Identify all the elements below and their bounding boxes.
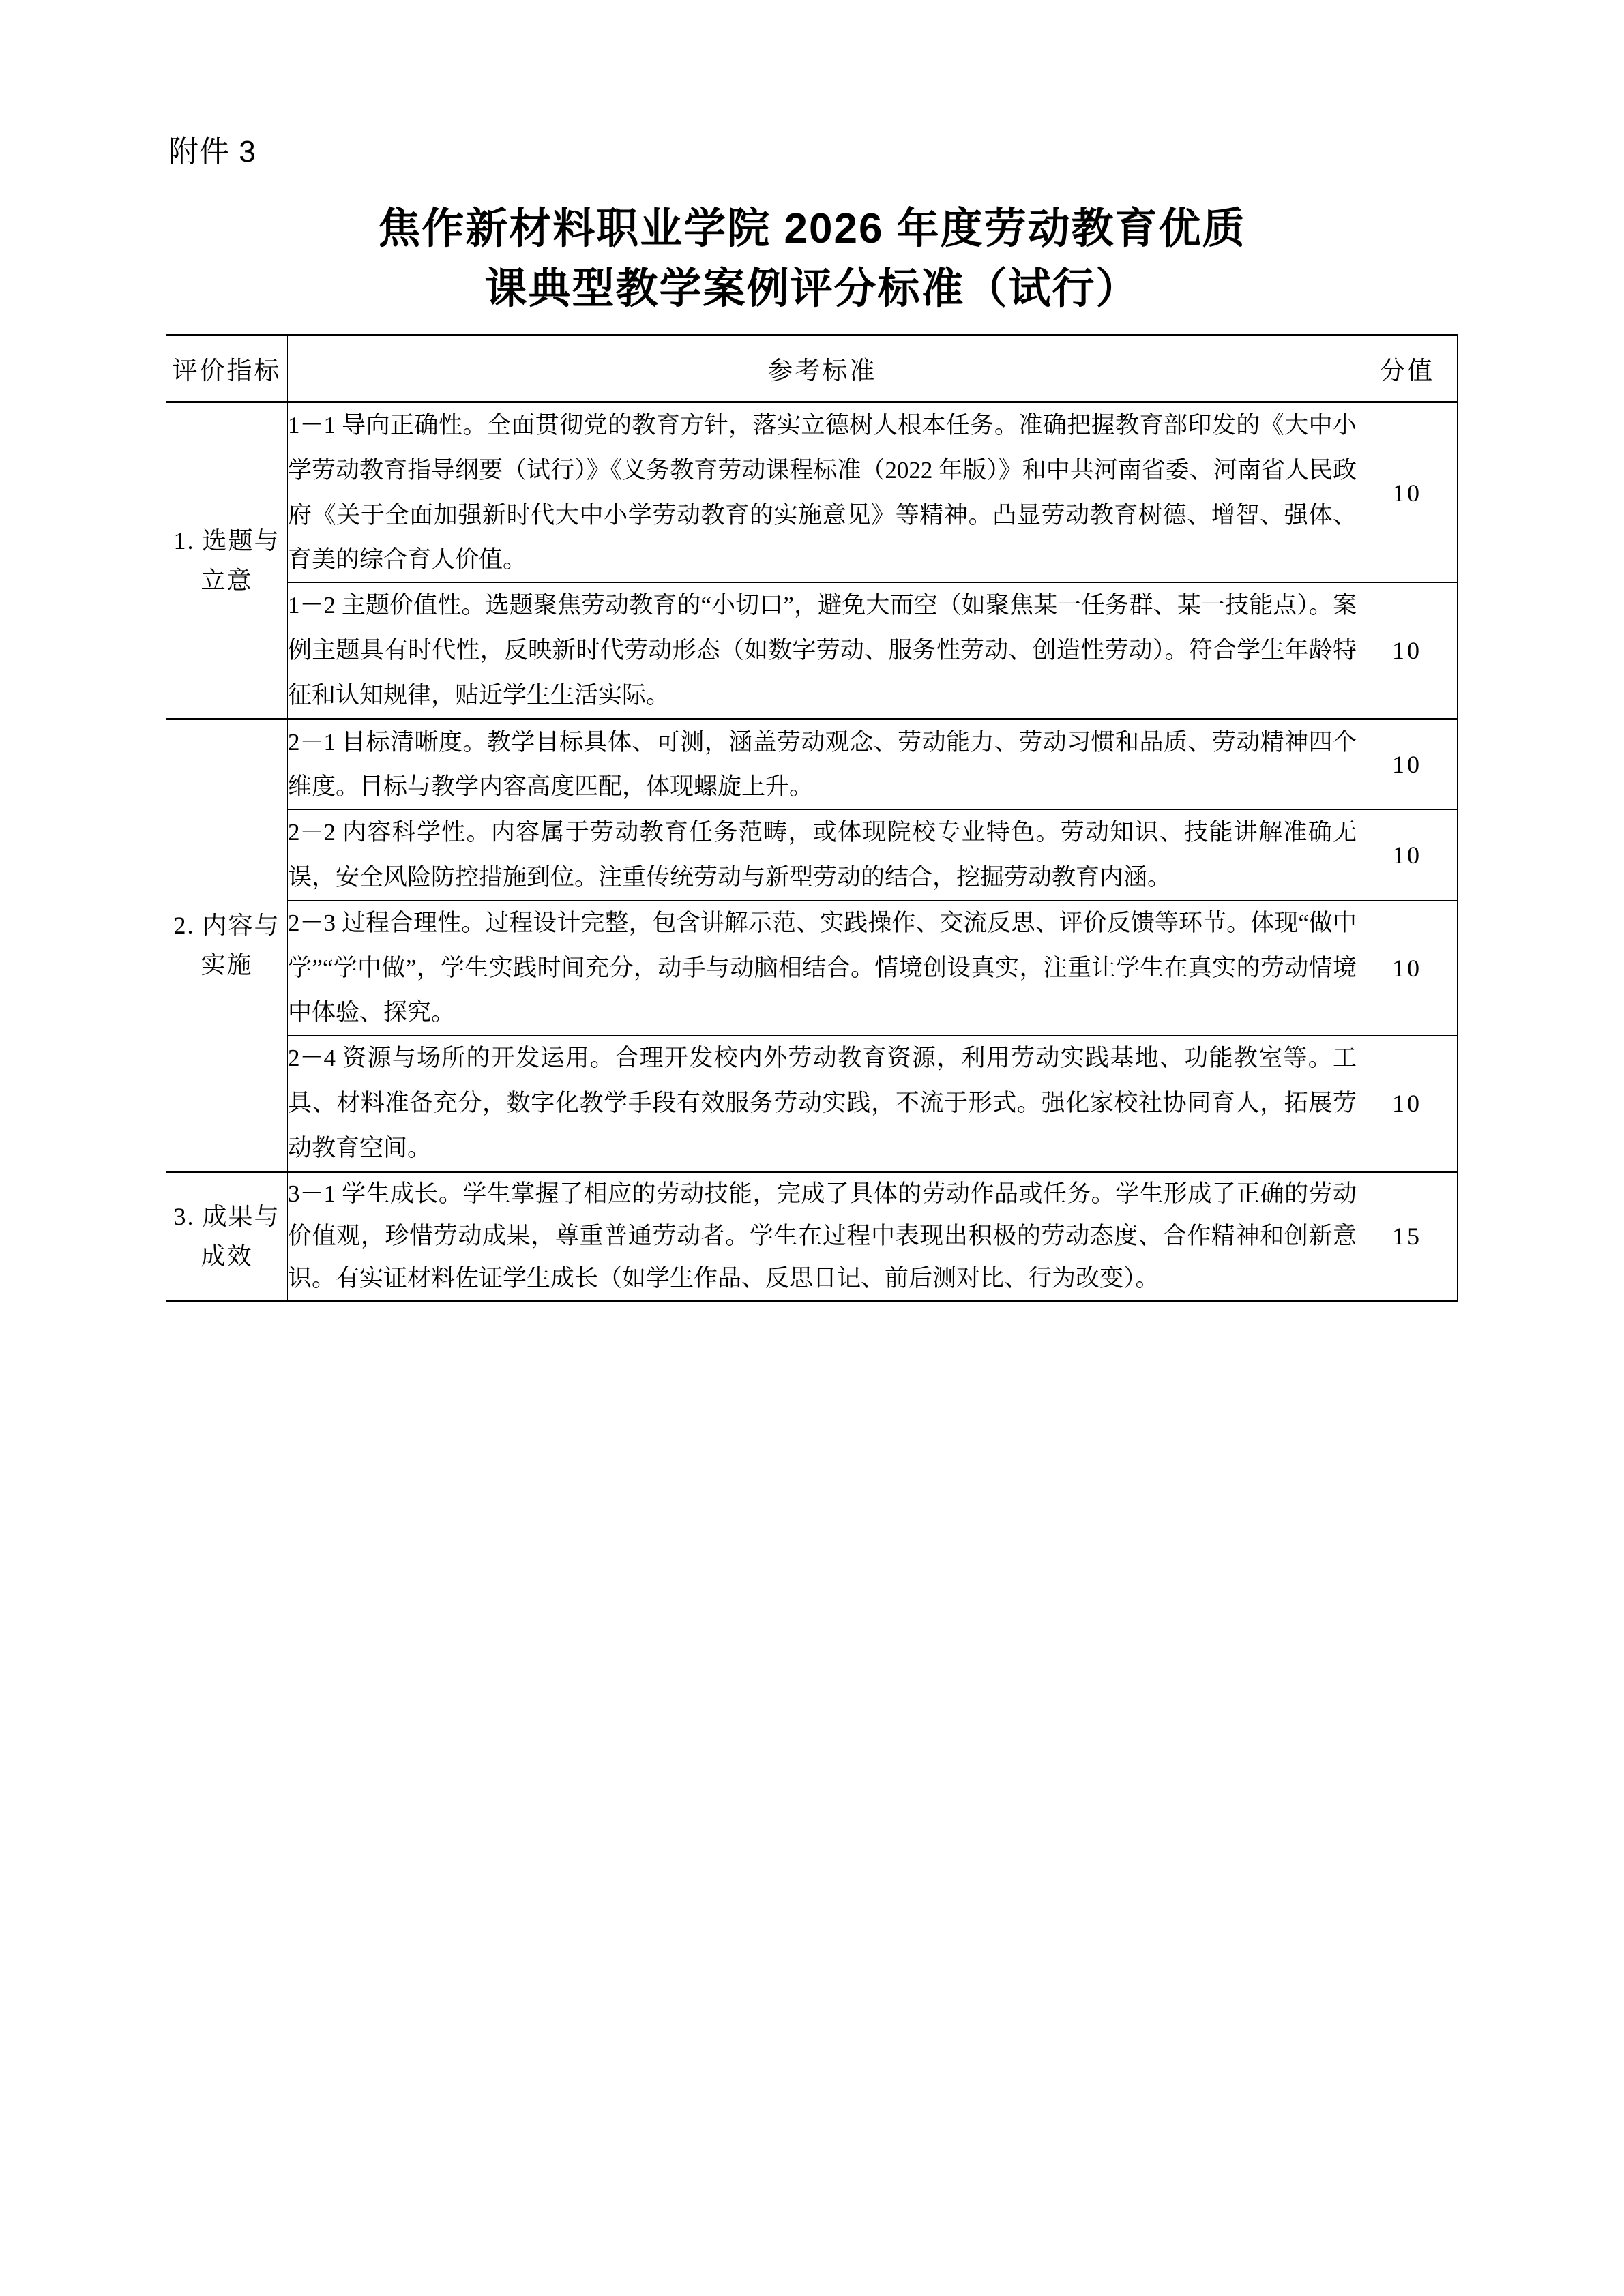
points-2-1: 10 bbox=[1357, 719, 1458, 810]
table-row bbox=[166, 1036, 1458, 1172]
table-row bbox=[166, 810, 1458, 901]
table-row bbox=[166, 719, 1458, 810]
attachment-label: 附件 3 bbox=[168, 135, 256, 168]
column-header-indicator: 评价指标 bbox=[166, 335, 288, 402]
points-2-4: 10 bbox=[1357, 1036, 1458, 1172]
points-1-2: 10 bbox=[1357, 583, 1458, 719]
indicator-group-2: 2. 内容与实施 bbox=[166, 719, 288, 1172]
standard-2-4: 2－4 资源与场所的开发运用。合理开发校内外劳动教育资源，利用劳动实践基地、功能教室等。工具、材料准备充分，数字化教学手段有效服务劳动实践，不流于形式。强化家校社协同育人，拓展劳动教育空间。 bbox=[288, 1036, 1357, 1172]
page-title-line-1: 焦作新材料职业学院 2026 年度劳动教育优质 bbox=[378, 205, 1246, 252]
standard-3-1: 3－1 学生成长。学生掌握了相应的劳动技能，完成了具体的劳动作品或任务。学生形成了正确的劳动价值观，珍惜劳动成果，尊重普通劳动者。学生在过程中表现出积极的劳动态度、合作精神和创新意识。有实证材料佐证学生成长（如学生作品、反思日记、前后测对比、行为改变）。 bbox=[288, 1172, 1357, 1300]
points-1-1: 10 bbox=[1357, 402, 1458, 583]
indicator-group-3: 3. 成果与成效 bbox=[166, 1172, 288, 1300]
table-row bbox=[166, 402, 1458, 583]
page-title-line-2: 课典型教学案例评分标准（试行） bbox=[484, 265, 1140, 313]
table-row bbox=[166, 900, 1458, 1035]
standard-2-3: 2－3 过程合理性。过程设计完整，包含讲解示范、实践操作、交流反思、评价反馈等环节。体现“做中学”“学中做”，学生实践时间充分，动手与动脑相结合。情境创设真实，注重让学生在真实的劳动情境中体验、探究。 bbox=[288, 900, 1357, 1035]
indicator-group-1: 1. 选题与立意 bbox=[166, 402, 288, 719]
scoring-criteria-table bbox=[166, 334, 1458, 1301]
table-header-row bbox=[166, 335, 1458, 402]
table-row bbox=[166, 1172, 1458, 1300]
standard-1-1: 1－1 导向正确性。全面贯彻党的教育方针，落实立德树人根本任务。准确把握教育部印发的《大中小学劳动教育指导纲要（试行）》《义务教育劳动课程标准（2022 年版）》和中共河南省委、河南省人民政府《关于全面加强新时代大中小学劳动教育的实施意见》等精神。凸显劳动教育树德、增智、强体、育美的综合育人价值。 bbox=[288, 402, 1357, 583]
points-3-1: 15 bbox=[1357, 1172, 1458, 1300]
standard-2-1: 2－1 目标清晰度。教学目标具体、可测，涵盖劳动观念、劳动能力、劳动习惯和品质、劳动精神四个维度。目标与教学内容高度匹配，体现螺旋上升。 bbox=[288, 719, 1357, 810]
standard-1-2: 1－2 主题价值性。选题聚焦劳动教育的“小切口”，避免大而空（如聚焦某一任务群、某一技能点）。案例主题具有时代性，反映新时代劳动形态（如数字劳动、服务性劳动、创造性劳动）。符合学生年龄特征和认知规律，贴近学生生活实际。 bbox=[288, 583, 1357, 719]
points-2-2: 10 bbox=[1357, 810, 1458, 901]
standard-2-2: 2－2 内容科学性。内容属于劳动教育任务范畴，或体现院校专业特色。劳动知识、技能讲解准确无误，安全风险防控措施到位。注重传统劳动与新型劳动的结合，挖掘劳动教育内涵。 bbox=[288, 810, 1357, 901]
column-header-standard: 参考标准 bbox=[288, 335, 1357, 402]
column-header-points: 分值 bbox=[1357, 335, 1458, 402]
page-title bbox=[239, 199, 1385, 319]
page-content bbox=[166, 130, 1458, 1302]
points-2-3: 10 bbox=[1357, 900, 1458, 1035]
table-row bbox=[166, 583, 1458, 719]
